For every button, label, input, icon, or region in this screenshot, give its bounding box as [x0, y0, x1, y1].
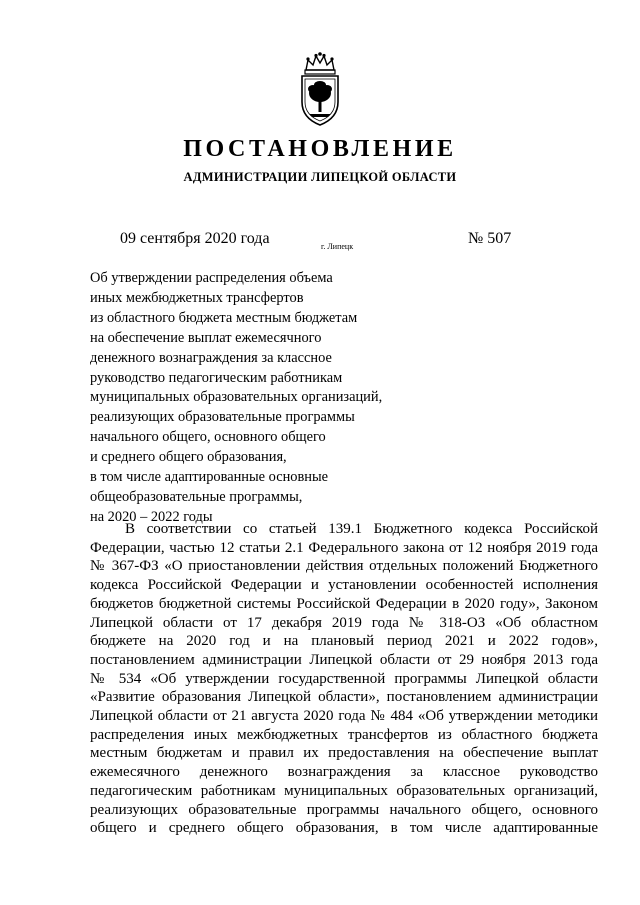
body-line: кодекса Российской Федерации и установлении особенностей исполнения [90, 577, 598, 594]
subject-line: муниципальных образовательных организаций, [90, 389, 383, 406]
subject-line: из областного бюджета местным бюджетам [90, 309, 358, 326]
body-line: ежемесячного денежного вознаграждения за классное руководство [90, 764, 598, 781]
subject-line: в том числе адаптированные основные [90, 469, 329, 486]
subject-line: Об утверждении распределения объема [90, 270, 333, 286]
body-line: бюджетов бюджетной системы Российской Федерации в 2020 году», Законом [90, 595, 598, 612]
body-line: постановлением администрации Липецкой области от 29 ноября 2013 года [90, 651, 598, 668]
body-line: реализующих образовательные программы начального общего, основного [90, 801, 598, 818]
body-line: В соответствии со статьей 139.1 Бюджетного кодекса Российской [125, 521, 598, 537]
subject-line: иных межбюджетных трансфертов [90, 289, 304, 306]
subject-line: реализующих образовательные программы [90, 409, 355, 426]
body-line: Липецкой области от 17 декабря 2019 года № 318-ОЗ «Об областном [90, 614, 598, 631]
subject-line: начального общего, основного общего [90, 429, 326, 446]
subject-line: общеобразовательные программы, [90, 488, 303, 505]
subject-line: денежного вознаграждения за классное [90, 349, 332, 366]
subject-line: на обеспечение выплат ежемесячного [90, 329, 322, 346]
document-number: № 507 [468, 230, 512, 247]
body-line: распределения иных межбюджетных трансфертов из областного бюджета [90, 726, 598, 743]
body-line: № 534 «Об утверждении государственной программы Липецкой области [90, 670, 598, 687]
body-line: «Развитие образования Липецкой области», постановлением администрации [90, 689, 598, 706]
document-date: 09 сентября 2020 года [120, 230, 270, 247]
document-body [90, 520, 598, 838]
body-line: бюджете на 2020 год и на плановый период 2021 и 2022 годов», [90, 633, 598, 650]
document-subject [90, 269, 450, 528]
document-title: ПОСТАНОВЛЕНИЕ [183, 136, 457, 162]
body-line: Федерации, частью 12 статьи 2.1 Федерального закона от 12 ноября 2019 года [90, 539, 598, 556]
body-line: Липецкой области от 21 августа 2020 года № 484 «Об утверждении методики [90, 708, 598, 725]
body-line: педагогическим работникам муниципальных образовательных организаций, [90, 782, 598, 799]
subject-line: на 2020 – 2022 годы [90, 508, 213, 525]
body-line: общего и среднего общего образования, в том числе адаптированные [90, 820, 598, 837]
body-line: № 367-ФЗ «О приостановлении действия отдельных положений Бюджетного [90, 558, 598, 575]
subject-line: руководство педагогическим работникам [90, 369, 343, 386]
issuing-authority: АДМИНИСТРАЦИИ ЛИПЕЦКОЙ ОБЛАСТИ [183, 170, 457, 184]
coat-of-arms-icon [296, 52, 344, 128]
body-line: местным бюджетам и правил их предоставления на обеспечение выплат [90, 745, 598, 762]
document-city: г. Липецк [321, 242, 354, 251]
subject-line: и среднего общего образования, [90, 449, 287, 466]
